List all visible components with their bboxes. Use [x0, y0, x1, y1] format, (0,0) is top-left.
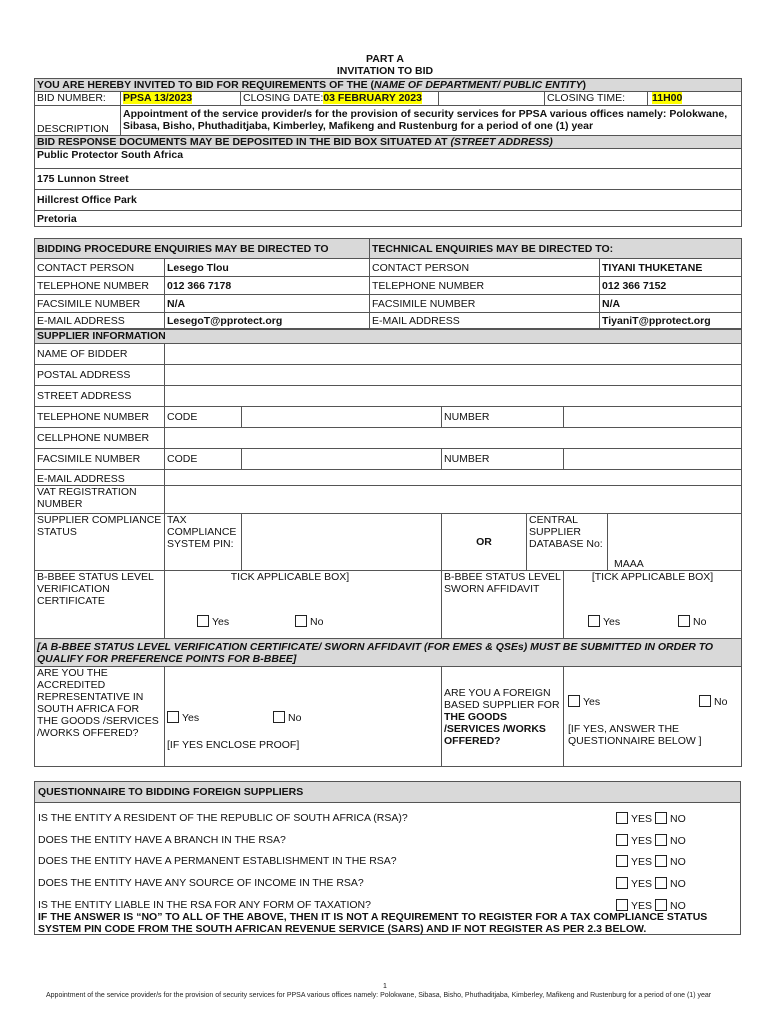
- tech-email-value[interactable]: TiyaniT@pprotect.org: [600, 313, 742, 329]
- tax-pin-field[interactable]: [242, 514, 442, 571]
- invite-heading: YOU ARE HEREBY INVITED TO BID FOR REQUIREMENTS OF THE (NAME OF DEPARTMENT/ PUBLIC ENTITY): [35, 79, 742, 92]
- checkbox[interactable]: [699, 695, 711, 707]
- no-label: NO: [670, 878, 686, 890]
- supplier-fax-label: FACSIMILE NUMBER: [35, 449, 165, 470]
- invitation-table: [34, 78, 742, 227]
- supplier-title: SUPPLIER INFORMATION: [35, 330, 742, 344]
- no-label: NO: [670, 856, 686, 868]
- closing-time-value: 11H00: [652, 92, 683, 104]
- yes-label: YES: [631, 878, 653, 890]
- bbbee-affidavit-no[interactable]: No: [678, 615, 706, 628]
- accredited-no[interactable]: No: [273, 711, 301, 724]
- or-label: OR: [442, 514, 527, 571]
- question-text: DOES THE ENTITY HAVE A BRANCH IN THE RSA?: [38, 834, 286, 846]
- no-checkbox[interactable]: [655, 899, 667, 911]
- bid-contact-label: CONTACT PERSON: [35, 259, 165, 277]
- checkbox[interactable]: [568, 695, 580, 707]
- phone-code-label: CODE: [165, 407, 242, 428]
- bbbee-affidavit-tick-cell: [564, 571, 742, 639]
- checkbox[interactable]: [273, 711, 285, 723]
- fax-number-field[interactable]: [564, 449, 742, 470]
- checkbox[interactable]: [197, 615, 209, 627]
- bid-email-value[interactable]: LesegoT@pprotect.org: [165, 313, 370, 329]
- bid-contact-value: Lesego Tlou: [165, 259, 370, 277]
- bbbee-cert-yes[interactable]: Yes: [197, 615, 229, 628]
- question-text: DOES THE ENTITY HAVE A PERMANENT ESTABLISHMENT IN THE RSA?: [38, 855, 397, 867]
- tech-fax-value: N/A: [600, 295, 742, 313]
- no-checkbox[interactable]: [655, 855, 667, 867]
- bbbee-affidavit-yes[interactable]: Yes: [588, 615, 620, 628]
- checkbox[interactable]: [167, 711, 179, 723]
- page-number: 1: [383, 983, 387, 990]
- accredited-yes[interactable]: Yes: [167, 711, 199, 724]
- questionnaire-box: [34, 781, 741, 935]
- question-answer: [616, 812, 686, 825]
- bid-email-label: E-MAIL ADDRESS: [35, 313, 165, 329]
- bbbee-cert-label: B-BBEE STATUS LEVEL VERIFICATION CERTIFICATE: [35, 571, 165, 639]
- closing-time-label: CLOSING TIME:: [545, 92, 648, 106]
- yes-checkbox[interactable]: [616, 834, 628, 846]
- tech-fax-label: FACSIMILE NUMBER: [370, 295, 600, 313]
- accredited-note: [IF YES ENCLOSE PROOF]: [167, 739, 300, 751]
- tick-instruction-2: [TICK APPLICABLE BOX]: [591, 571, 714, 583]
- question-text: IS THE ENTITY LIABLE IN THE RSA FOR ANY FORM OF TAXATION?: [38, 899, 371, 911]
- yes-checkbox[interactable]: [616, 877, 628, 889]
- tax-pin-label: TAX COMPLIANCE SYSTEM PIN:: [165, 514, 242, 571]
- yes-label: YES: [631, 835, 653, 847]
- supplier-table: [34, 329, 742, 767]
- accredited-question: ARE YOU THE ACCREDITED REPRESENTATIVE IN SOUTH AFRICA FOR THE GOODS /SERVICES /WORKS OFFERED?: [35, 667, 165, 767]
- questionnaire-row: [38, 855, 736, 869]
- no-checkbox[interactable]: [655, 877, 667, 889]
- closing-time-cell: [648, 92, 742, 106]
- maaa-prefix: MAAA: [614, 558, 644, 570]
- yes-label: YES: [631, 813, 653, 825]
- tech-phone-value: 012 366 7152: [600, 277, 742, 295]
- fax-code-field[interactable]: [242, 449, 442, 470]
- bid-phone-value: 012 366 7178: [165, 277, 370, 295]
- question-text: IS THE ENTITY A RESIDENT OF THE REPUBLIC OF SOUTH AFRICA (RSA)?: [38, 812, 408, 824]
- checkbox[interactable]: [588, 615, 600, 627]
- page-title: INVITATION TO BID: [336, 65, 434, 77]
- csd-label: CENTRAL SUPPLIER DATABASE No:: [527, 514, 608, 570]
- no-checkbox[interactable]: [655, 812, 667, 824]
- street-address-label: STREET ADDRESS: [35, 386, 165, 407]
- question-answer: [616, 855, 686, 868]
- vat-field[interactable]: [165, 486, 742, 514]
- questionnaire-conclusion: IF THE ANSWER IS “NO” TO ALL OF THE ABOVE, THEN IT IS NOT A REQUIREMENT TO REGISTER FOR A TAX COMPLIANCE STATUS SYSTEM PIN CODE FROM THE SOUTH AFRICAN REVENUE SERVICE (SARS) AND IF NOT REGISTER AS PER 2.3 BELOW.: [38, 911, 708, 935]
- question-text: DOES THE ENTITY HAVE ANY SOURCE OF INCOME IN THE RSA?: [38, 877, 364, 889]
- foreign-question: ARE YOU A FOREIGN BASED SUPPLIER FOR THE GOODS /SERVICES /WORKS OFFERED?: [442, 667, 564, 767]
- phone-code-field[interactable]: [242, 407, 442, 428]
- fax-code-label: CODE: [165, 449, 242, 470]
- tech-email-label: E-MAIL ADDRESS: [370, 313, 600, 329]
- fax-number-label: NUMBER: [442, 449, 564, 470]
- questionnaire-row: [38, 834, 736, 848]
- tech-contact-value: TIYANI THUKETANE: [600, 259, 742, 277]
- no-label: NO: [670, 900, 686, 912]
- supplier-phone-label: TELEPHONE NUMBER: [35, 407, 165, 428]
- enquiries-table: [34, 238, 742, 329]
- phone-number-label: NUMBER: [442, 407, 564, 428]
- foreign-answer-cell: [564, 667, 742, 767]
- bid-phone-label: TELEPHONE NUMBER: [35, 277, 165, 295]
- no-checkbox[interactable]: [655, 834, 667, 846]
- question-answer: [616, 834, 686, 847]
- compliance-label: SUPPLIER COMPLIANCE STATUS: [35, 514, 165, 571]
- no-label: NO: [670, 835, 686, 847]
- tech-phone-label: TELEPHONE NUMBER: [370, 277, 600, 295]
- bidder-name-label: NAME OF BIDDER: [35, 344, 165, 365]
- csd-field[interactable]: [608, 514, 741, 570]
- bbbee-notice: [A B-BBEE STATUS LEVEL VERIFICATION CERTIFICATE/ SWORN AFFIDAVIT (FOR EMES & QSEs) MUST BE SUBMITTED IN ORDER TO QUALIFY FOR PREFERENCE POINTS FOR B-BBEE]: [35, 639, 742, 667]
- footer-text: Appointment of the service provider/s for the provision of security services for PPSA various offices namely: Polokwane, Sibasa, Bisho, Phuthaditjaba, Kimberley, Mafikeng and Rustenburg for a period of one (1) year: [46, 992, 712, 999]
- description-label: DESCRIPTION: [35, 106, 121, 136]
- foreign-note: [IF YES, ANSWER THE QUESTIONNAIRE BELOW ]: [568, 723, 702, 747]
- bid-fax-value: N/A: [165, 295, 370, 313]
- yes-label: YES: [631, 856, 653, 868]
- deposit-line-3: Hillcrest Office Park: [35, 190, 742, 211]
- bbbee-cert-no[interactable]: No: [295, 615, 323, 628]
- questionnaire-row: [38, 877, 736, 891]
- bidding-enquiries-title: BIDDING PROCEDURE ENQUIRIES MAY BE DIRECTED TO: [35, 239, 370, 259]
- bid-number-label: BID NUMBER:: [35, 92, 121, 106]
- deposit-line-4: Pretoria: [35, 211, 742, 227]
- description-value: Appointment of the service provider/s for the provision of security services for PPSA various offices namely: Polokwane, Sibasa, Bisho, Phuthaditjaba, Kimberley, Mafikeng and Rustenburg for a period of one (1) year: [121, 106, 742, 136]
- cellphone-label: CELLPHONE NUMBER: [35, 428, 165, 449]
- supplier-email-label: E-MAIL ADDRESS: [35, 470, 165, 486]
- supplier-email-field[interactable]: [165, 470, 742, 486]
- technical-enquiries-title: TECHNICAL ENQUIRIES MAY BE DIRECTED TO:: [370, 239, 742, 259]
- questionnaire-title: QUESTIONNAIRE TO BIDDING FOREIGN SUPPLIERS: [35, 782, 740, 803]
- deposit-heading: BID RESPONSE DOCUMENTS MAY BE DEPOSITED IN THE BID BOX SITUATED AT (STREET ADDRESS): [35, 136, 742, 149]
- foreign-no[interactable]: No: [699, 695, 727, 708]
- postal-address-label: POSTAL ADDRESS: [35, 365, 165, 386]
- yes-checkbox[interactable]: [616, 812, 628, 824]
- closing-date-cell: CLOSING DATE:03 FEBRUARY 2023: [241, 92, 439, 106]
- vat-label: VAT REGISTRATION NUMBER: [35, 486, 165, 514]
- checkbox[interactable]: [295, 615, 307, 627]
- bid-number-value: PPSA 13/2023: [123, 92, 193, 104]
- tick-instruction-1: TICK APPLICABLE BOX]: [230, 571, 350, 583]
- bbbee-cert-tick-cell: [165, 571, 442, 639]
- tech-contact-label: CONTACT PERSON: [370, 259, 600, 277]
- cellphone-field[interactable]: [165, 428, 742, 449]
- question-answer: [616, 877, 686, 890]
- bid-fax-label: FACSIMILE NUMBER: [35, 295, 165, 313]
- street-address-field[interactable]: [165, 386, 742, 407]
- foreign-yes[interactable]: Yes: [568, 695, 600, 708]
- questionnaire-row: [38, 812, 736, 826]
- phone-number-field[interactable]: [564, 407, 742, 428]
- yes-checkbox[interactable]: [616, 899, 628, 911]
- bbbee-affidavit-label: B-BBEE STATUS LEVEL SWORN AFFIDAVIT: [442, 571, 564, 639]
- checkbox[interactable]: [678, 615, 690, 627]
- yes-label: YES: [631, 900, 653, 912]
- closing-date-value: 03 FEBRUARY 2023: [323, 92, 422, 104]
- postal-address-field[interactable]: [165, 365, 742, 386]
- bidder-name-field[interactable]: [165, 344, 742, 365]
- bid-number-cell: [121, 92, 241, 106]
- deposit-line-1: Public Protector South Africa: [35, 149, 742, 169]
- accredited-answer-cell: [165, 667, 442, 767]
- part-label: PART A: [366, 53, 404, 65]
- deposit-line-2: 175 Lunnon Street: [35, 169, 742, 190]
- no-label: NO: [670, 813, 686, 825]
- yes-checkbox[interactable]: [616, 855, 628, 867]
